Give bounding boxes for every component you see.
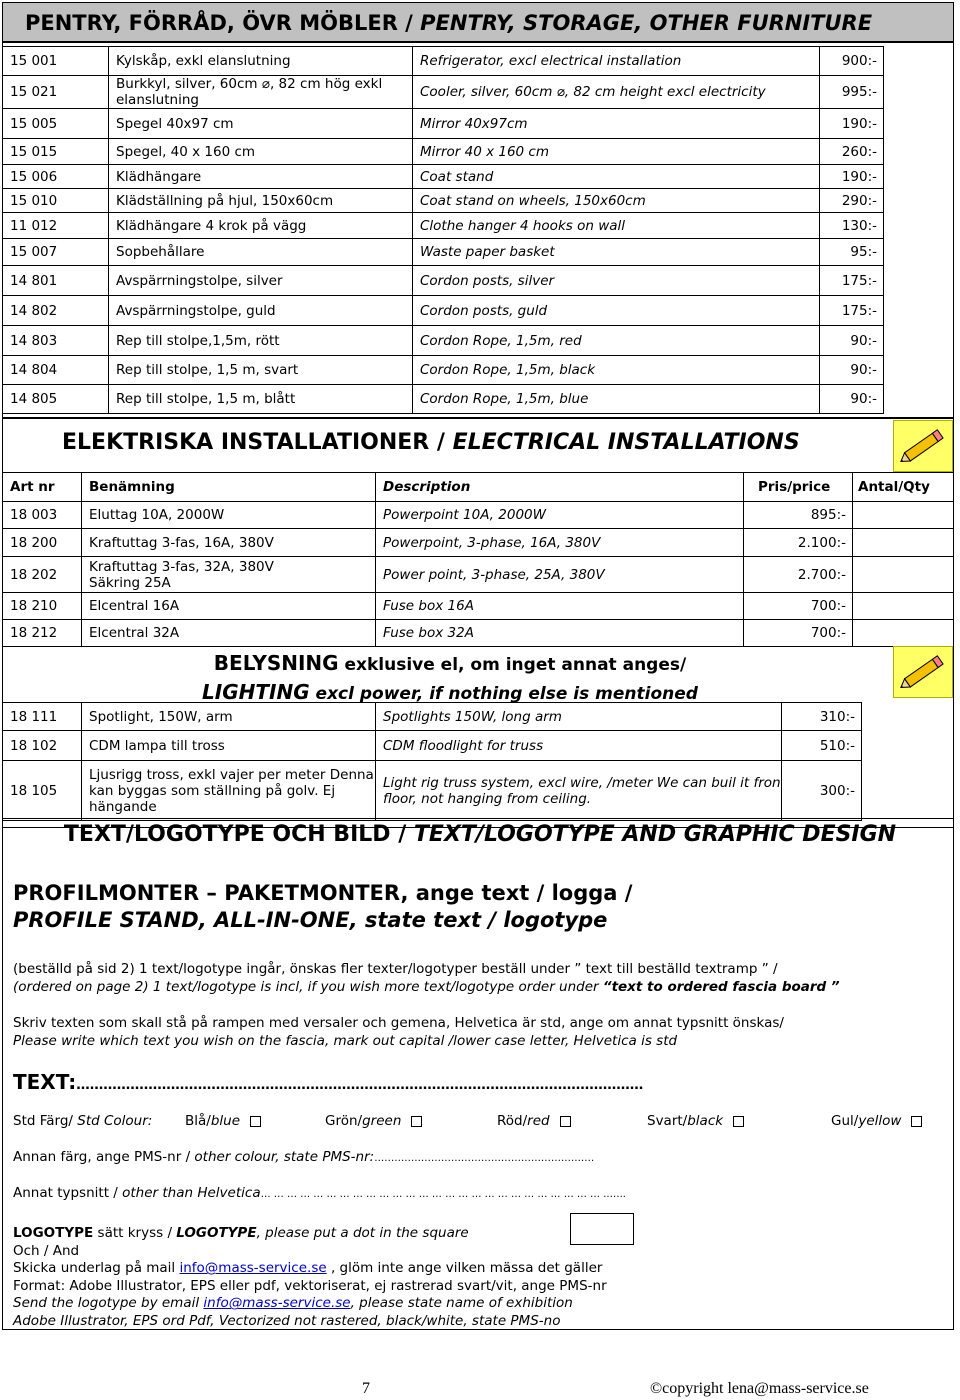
- copyright: ©copyright lena@mass-service.se: [650, 1380, 869, 1397]
- pentry-table: [2, 46, 884, 414]
- colour-row: [13, 1113, 948, 1131]
- article-number: 18 111: [3, 703, 82, 731]
- item-name-sv: Spegel, 40 x 160 cm: [109, 139, 413, 165]
- pentry-title-sv: PENTRY, FÖRRÅD, ÖVR MÖBLER /: [25, 11, 421, 35]
- item-name-sv: Eluttag 10A, 2000W: [82, 502, 376, 529]
- item-name-en: Cordon posts, guld: [413, 296, 820, 326]
- col-header-en: Description: [376, 473, 744, 502]
- text-dots: ………………………………………………………………………………………………………………: [76, 1077, 644, 1093]
- item-name-sv: Spegel 40x97 cm: [109, 109, 413, 139]
- article-number: 14 802: [3, 296, 109, 326]
- table-header-row: [3, 473, 954, 502]
- table-row: [3, 593, 954, 620]
- item-price: 260:-: [820, 139, 884, 165]
- email-link[interactable]: info@mass-service.se: [203, 1295, 351, 1312]
- article-number: 14 804: [3, 356, 109, 385]
- col-header-price: Pris/price: [744, 473, 853, 502]
- article-number: 15 010: [3, 189, 109, 213]
- item-name-en: Power point, 3-phase, 25A, 380V: [376, 557, 744, 593]
- ordered-note-sv: (beställd på sid 2) 1 text/logotype ingår, önskas fler texter/logotyper beställ under ” text till beställd textramp ” /: [13, 961, 778, 977]
- table-row: [3, 109, 884, 139]
- pentry-header: [2, 2, 954, 42]
- table-row: [3, 189, 884, 213]
- lighting-title-en-rest: excl power, if nothing else is mentioned: [309, 684, 698, 704]
- table-row: [3, 703, 862, 731]
- electrical-title-sv: ELEKTRISKA INSTALLATIONER /: [62, 430, 453, 455]
- item-price: 300:-: [782, 761, 862, 821]
- item-price: 2.100:-: [744, 529, 853, 557]
- article-number: 15 015: [3, 139, 109, 165]
- item-name-en: Cordon posts, silver: [413, 266, 820, 296]
- table-row: [3, 266, 884, 296]
- item-name-sv: Klädhängare 4 krok på vägg: [109, 213, 413, 239]
- logo-line-2: Och / And: [13, 1242, 80, 1259]
- item-price: 95:-: [820, 239, 884, 266]
- text-entry-line[interactable]: [13, 1070, 643, 1094]
- logo-line-1: LOGOTYPE sätt kryss / LOGOTYPE, please put a dot in the square: [13, 1225, 469, 1241]
- qty-cell[interactable]: [853, 557, 954, 593]
- checkbox-icon[interactable]: [911, 1116, 922, 1127]
- item-price: 895:-: [744, 502, 853, 529]
- item-name-en: Light rig truss system, excl wire, /meter We can buil it fron floor, not hanging from ceiling.: [376, 761, 782, 821]
- table-row: [3, 385, 884, 414]
- logo-line-5: Send the logotype by email info@mass-service.se, please state name of exhibition: [13, 1295, 573, 1312]
- item-price: 90:-: [820, 385, 884, 414]
- item-name-en: Refrigerator, excl electrical installation: [413, 47, 820, 76]
- colour-option[interactable]: Blå/blue: [185, 1113, 261, 1129]
- pentry-title-en: PENTRY, STORAGE, OTHER FURNITURE: [420, 11, 873, 35]
- item-name-sv: Elcentral 32A: [82, 620, 376, 647]
- col-header-nr: Art nr: [3, 473, 82, 502]
- item-price: 900:-: [820, 47, 884, 76]
- item-price: 995:-: [820, 76, 884, 109]
- qty-cell[interactable]: [853, 529, 954, 557]
- item-name-en: Cooler, silver, 60cm ⌀, 82 cm height excl electricity: [413, 76, 820, 109]
- item-price: 190:-: [820, 165, 884, 189]
- text-section-title-en: TEXT/LOGOTYPE AND GRAPHIC DESIGN: [413, 822, 897, 847]
- table-row: [3, 76, 884, 109]
- item-name-sv: Elcentral 16A: [82, 593, 376, 620]
- item-name-en: Mirror 40x97cm: [413, 109, 820, 139]
- table-row: [3, 326, 884, 356]
- article-number: 14 805: [3, 385, 109, 414]
- item-price: 190:-: [820, 109, 884, 139]
- article-number: 11 012: [3, 213, 109, 239]
- item-name-en: Powerpoint 10A, 2000W: [376, 502, 744, 529]
- item-price: 175:-: [820, 266, 884, 296]
- item-name-sv: Ljusrigg tross, exkl vajer per meter Denna kan byggas som ställning på golv. Ej hängande: [82, 761, 376, 821]
- write-note-en: Please write which text you wish on the fascia, mark out capital /lower case letter, Helvetica is std: [13, 1033, 678, 1049]
- item-price: 700:-: [744, 593, 853, 620]
- item-price: 700:-: [744, 620, 853, 647]
- qty-cell[interactable]: [853, 593, 954, 620]
- electrical-title-en: ELECTRICAL INSTALLATIONS: [452, 430, 800, 455]
- colour-label-sv: Std Färg/: [13, 1113, 78, 1129]
- electrical-table: [2, 472, 954, 647]
- table-row: [3, 47, 884, 76]
- table-row: [3, 502, 954, 529]
- pencil-icon: [893, 646, 953, 698]
- item-name-en: Fuse box 16A: [376, 593, 744, 620]
- item-name-en: Waste paper basket: [413, 239, 820, 266]
- table-row: [3, 761, 862, 821]
- email-link[interactable]: info@mass-service.se: [179, 1260, 327, 1277]
- item-price: 90:-: [820, 326, 884, 356]
- item-name-sv: Avspärrningstolpe, guld: [109, 296, 413, 326]
- table-row: [3, 213, 884, 239]
- colour-option[interactable]: Svart/black: [647, 1113, 744, 1129]
- item-name-en: Coat stand on wheels, 150x60cm: [413, 189, 820, 213]
- ordered-note-en: (ordered on page 2) 1 text/logotype is incl, if you wish more text/logotype order under “text to ordered fascia board ”: [13, 979, 840, 995]
- item-name-sv: Kylskåp, exkl elanslutning: [109, 47, 413, 76]
- article-number: 14 801: [3, 266, 109, 296]
- article-number: 15 006: [3, 165, 109, 189]
- profile-heading-en: PROFILE STAND, ALL-IN-ONE, state text / logotype: [13, 908, 608, 932]
- text-section-title-sv: TEXT/LOGOTYPE OCH BILD /: [63, 822, 414, 847]
- colour-option[interactable]: Gul/yellow: [831, 1113, 922, 1129]
- table-row: [3, 165, 884, 189]
- item-name-sv: Avspärrningstolpe, silver: [109, 266, 413, 296]
- table-row: [3, 139, 884, 165]
- article-number: 18 202: [3, 557, 82, 593]
- article-number: 18 105: [3, 761, 82, 821]
- item-name-sv: Rep till stolpe,1,5m, rött: [109, 326, 413, 356]
- item-name-sv: Kraftuttag 3-fas, 32A, 380V Säkring 25A: [82, 557, 376, 593]
- lighting-title: [0, 650, 900, 708]
- item-price: 2.700:-: [744, 557, 853, 593]
- item-price: 310:-: [782, 703, 862, 731]
- item-name-sv: Klädställning på hjul, 150x60cm: [109, 189, 413, 213]
- table-row: [3, 620, 954, 647]
- article-number: 14 803: [3, 326, 109, 356]
- article-number: 15 001: [3, 47, 109, 76]
- article-number: 18 212: [3, 620, 82, 647]
- text-section-title: [0, 822, 960, 847]
- colour-option[interactable]: Röd/red: [497, 1113, 571, 1129]
- colour-label-en: Std Colour:: [77, 1113, 153, 1129]
- item-name-en: Mirror 40 x 160 cm: [413, 139, 820, 165]
- profile-heading-sv: PROFILMONTER – PAKETMONTER, ange text / logga /: [13, 881, 633, 905]
- table-row: [3, 731, 862, 761]
- item-name-sv: Sopbehållare: [109, 239, 413, 266]
- col-header-qty: Antal/Qty: [853, 473, 954, 502]
- item-name-en: Powerpoint, 3-phase, 16A, 380V: [376, 529, 744, 557]
- qty-cell[interactable]: [853, 620, 954, 647]
- profile-heading: [13, 880, 632, 934]
- item-price: 90:-: [820, 356, 884, 385]
- article-number: 15 007: [3, 239, 109, 266]
- item-name-en: Cordon Rope, 1,5m, black: [413, 356, 820, 385]
- col-header-sv: Benämning: [82, 473, 376, 502]
- item-name-en: Spotlights 150W, long arm: [376, 703, 782, 731]
- logo-line-4: Format: Adobe Illustrator, EPS eller pdf, vektoriserat, ej rastrerad svart/vit, ange PMS-nr: [13, 1277, 607, 1294]
- item-price: 130:-: [820, 213, 884, 239]
- article-number: 15 005: [3, 109, 109, 139]
- article-number: 18 200: [3, 529, 82, 557]
- page-number: 7: [362, 1380, 370, 1397]
- item-name-en: Cordon Rope, 1,5m, red: [413, 326, 820, 356]
- article-number: 18 102: [3, 731, 82, 761]
- item-name-en: CDM floodlight for truss: [376, 731, 782, 761]
- item-price: 290:-: [820, 189, 884, 213]
- checkbox-icon[interactable]: [411, 1116, 422, 1127]
- pencil-icon: [893, 420, 953, 472]
- table-row: [3, 356, 884, 385]
- other-font-line[interactable]: Annat typsnitt / other than Helvetica… … … … … … … … … … … … … … … … … … … … … … … … … … ..…..: [13, 1185, 626, 1201]
- lighting-table: [2, 702, 862, 821]
- lighting-title-sv-rest: exklusive el, om inget annat anges/: [338, 655, 687, 675]
- logo-line-3: Skicka underlag på mail info@mass-service.se , glöm inte ange vilken mässa det gäller: [13, 1260, 603, 1277]
- item-name-sv: Klädhängare: [109, 165, 413, 189]
- table-row: [3, 296, 884, 326]
- qty-cell[interactable]: [853, 502, 954, 529]
- item-name-en: Cordon Rope, 1,5m, blue: [413, 385, 820, 414]
- electrical-title: [62, 430, 800, 455]
- ordered-note: [13, 960, 948, 996]
- colour-option[interactable]: Grön/green: [325, 1113, 422, 1129]
- item-name-sv: Rep till stolpe, 1,5 m, blått: [109, 385, 413, 414]
- item-name-en: Fuse box 32A: [376, 620, 744, 647]
- write-note-sv: Skriv texten som skall stå på rampen med versaler och gemena, Helvetica är std, ange om annat typsnitt önskas/: [13, 1015, 784, 1031]
- logo-section: [13, 1225, 943, 1331]
- lighting-title-en-bold: LIGHTING: [202, 680, 310, 704]
- article-number: 15 021: [3, 76, 109, 109]
- item-price: 175:-: [820, 296, 884, 326]
- article-number: 18 210: [3, 593, 82, 620]
- item-name-sv: Kraftuttag 3-fas, 16A, 380V: [82, 529, 376, 557]
- table-row: [3, 239, 884, 266]
- table-row: [3, 557, 954, 593]
- item-name-sv: Burkkyl, silver, 60cm ⌀, 82 cm hög exkl elanslutning: [109, 76, 413, 109]
- write-note: [13, 1014, 948, 1050]
- item-name-sv: Spotlight, 150W, arm: [82, 703, 376, 731]
- lighting-title-sv-bold: BELYSNING: [213, 651, 339, 675]
- article-number: 18 003: [3, 502, 82, 529]
- checkbox-icon[interactable]: [560, 1116, 571, 1127]
- table-row: [3, 529, 954, 557]
- item-price: 510:-: [782, 731, 862, 761]
- item-name-sv: Rep till stolpe, 1,5 m, svart: [109, 356, 413, 385]
- checkbox-icon[interactable]: [250, 1116, 261, 1127]
- checkbox-icon[interactable]: [733, 1116, 744, 1127]
- item-name-en: Clothe hanger 4 hooks on wall: [413, 213, 820, 239]
- other-colour-line[interactable]: Annan färg, ange PMS-nr / other colour, state PMS-nr:…………………………………………………………: [13, 1149, 595, 1165]
- text-label: TEXT:: [13, 1070, 77, 1094]
- item-name-en: Coat stand: [413, 165, 820, 189]
- logo-line-6: Adobe Illustrator, EPS ord Pdf, Vectorized not rastered, black/white, state PMS-no: [13, 1312, 561, 1329]
- item-name-sv: CDM lampa till tross: [82, 731, 376, 761]
